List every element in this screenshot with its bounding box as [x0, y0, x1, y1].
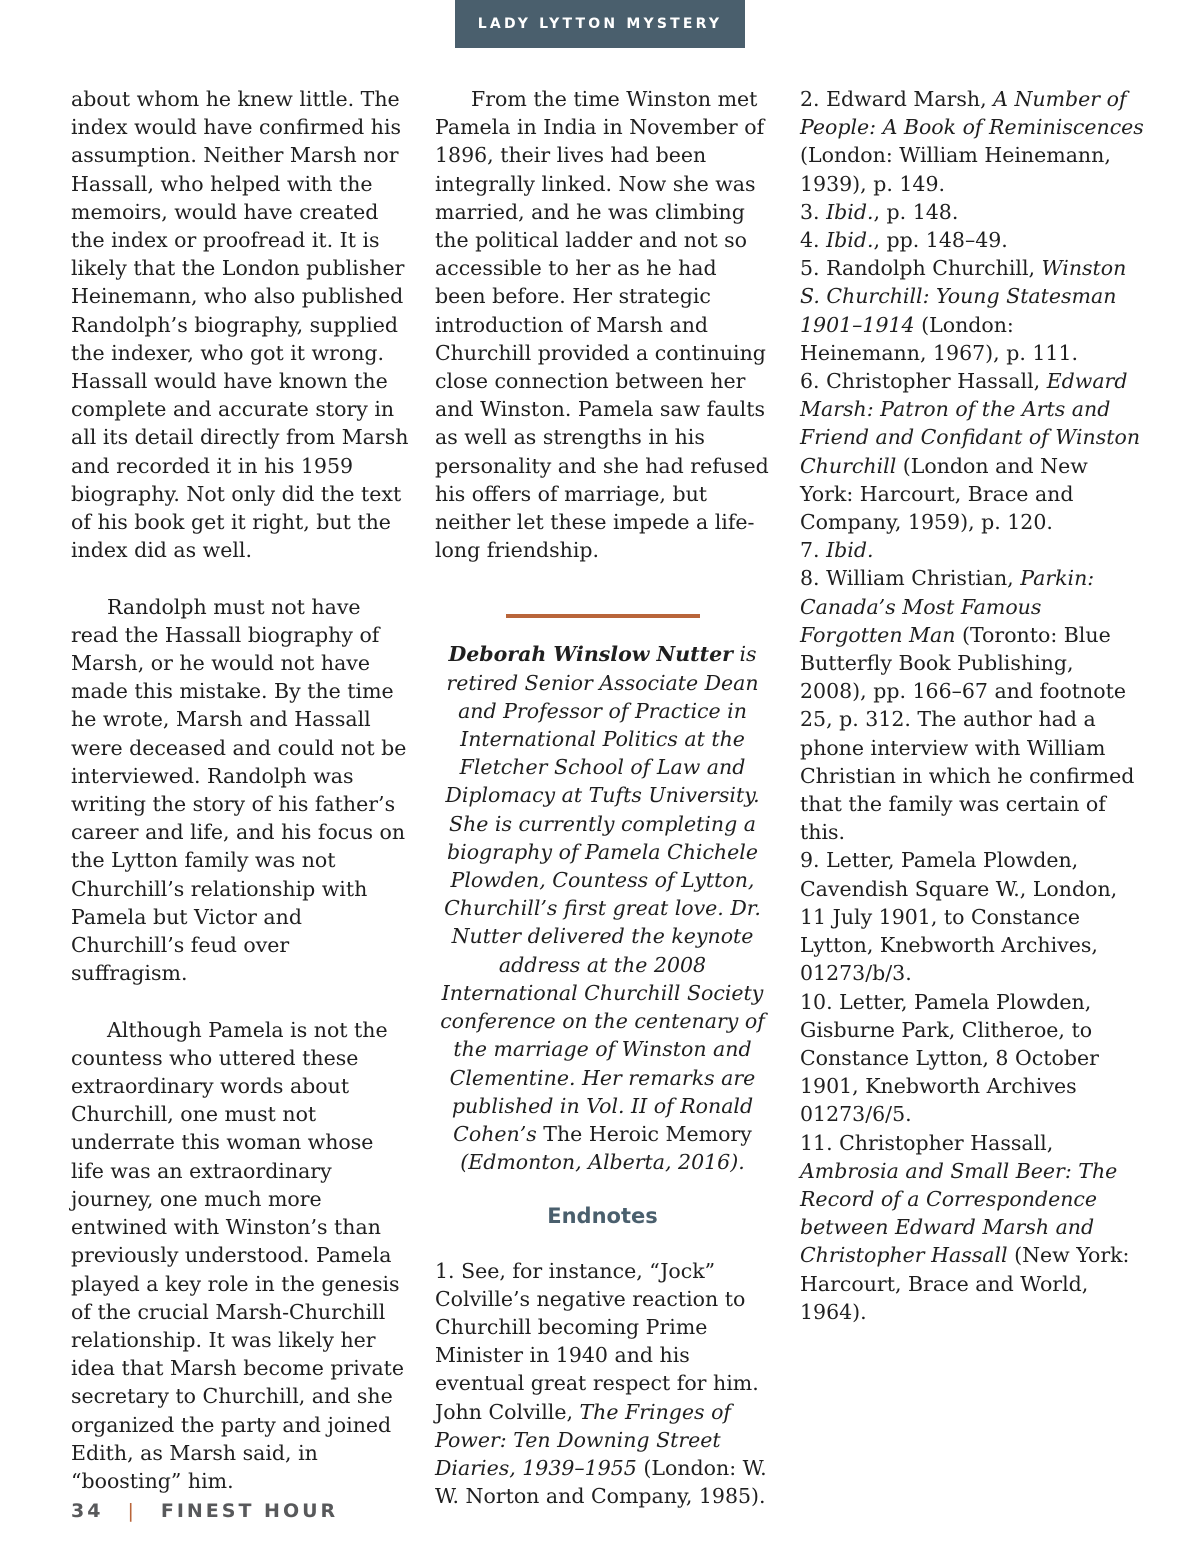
endnote-text: (London: Heinemann, 1967), p. 111. — [800, 312, 1079, 365]
author-bio-text: is retired Senior Associate Dean and Professor of Practice in International Politics at the Fletcher School of Law and Diplomacy at Tufts University. She is currently completing a biography of Pamela Chichele Plowden, Countess of Lytton, Churchill’s first great love. Dr. Nutter delivered the keynote address at the 2008 International Churchill Society conference on the centenary of the marriage of Winston and Clementine. Her remarks are published in Vol. II of Ronald Cohen’s — [440, 642, 765, 1146]
author-bio — [435, 640, 770, 1176]
endnote-title: Ibid. — [826, 538, 874, 563]
endnote-9: 9. Letter, Pamela Plowden, Cavendish Square W., London, 11 July 1901, to Constance Lytton, Knebworth Archives, 01273/b/3. — [800, 848, 1118, 986]
endnote-10: 10. Letter, Pamela Plowden, Gisburne Park, Clitheroe, to Constance Lytton, 8 October 1901, Knebworth Archives 01273/6/5. — [800, 989, 1099, 1127]
endnotes-heading: Endnotes — [547, 1204, 658, 1229]
magazine-name: FINEST HOUR — [160, 1500, 339, 1522]
body-paragraph: From the time Winston met Pamela in India in November of 1896, their lives had been integrally linked. Now she was married, and he was climbing the political ladder and not so accessible to her as he had been before. Her strategic introduction of Marsh and Churchill provided a continuing close connection between her and Winston. Pamela saw faults as well as strengths in his personality and she had refused his offers of marriage, but neither let these impede a life-long friendship. — [435, 87, 769, 563]
endnote-title: The Fringes of Power: Ten Downing Street Diaries, 1939–1955 — [435, 1399, 732, 1480]
body-paragraph: Although Pamela is not the countess who uttered these extraordinary words about Churchill, one must not underrate this woman whose life was an extraordinary journey, one much more entwined with Winston’s than previously understood. Pamela played a key role in the genesis of the crucial Marsh-Churchill relationship. It was likely her idea that Marsh become private secretary to Churchill, and she organized the party and joined Edith, as Marsh said, in “boosting” him. — [71, 1017, 405, 1493]
endnote-text: (Toronto: Blue Butterfly Book Publishing, 2008), pp. 166–67 and footnote 25, p. 312. The author had a phone interview with William Christian in which he confirmed that the family was certain of this. — [800, 622, 1135, 845]
endnote-title: Ambrosia and Small Beer: The Record of a Correspondence between Edward Marsh and Christopher Hassall — [800, 1158, 1118, 1268]
divider-rule — [506, 614, 700, 618]
page-footer — [71, 1500, 338, 1522]
author-bio-tail: (Edmonton, Alberta, 2016). — [460, 1150, 745, 1175]
footer-separator: | — [127, 1500, 137, 1522]
endnote-text: 3. — [800, 199, 827, 224]
endnote-text: 1. See, for instance, “Jock” Colville’s negative reaction to Churchill becoming Prime Minister in 1940 and his eventual great respect for him. John Colville, — [435, 1258, 759, 1424]
endnote-text: , pp. 148–49. — [873, 228, 1008, 253]
endnote-3 — [800, 198, 1145, 226]
endnote-text: (London and New York: Harcourt, Brace and Company, 1959), p. 120. — [800, 453, 1088, 535]
endnote-title: Ibid. — [826, 199, 874, 224]
endnote-4 — [800, 226, 1145, 254]
page-number: 34 — [71, 1500, 104, 1522]
endnote-text: 11. Christopher Hassall, — [800, 1130, 1054, 1155]
endnote-8 — [800, 564, 1145, 846]
endnote-text: (London: W. W. Norton and Company, 1985). — [435, 1455, 767, 1509]
endnote-text: , p. 148. — [873, 199, 959, 224]
body-paragraph: about whom he knew little. The index would have confirmed his assumption. Neither Marsh nor Hassall, who helped with the memoirs, would have created the index or proofread it. It is likely that the London publisher Heinemann, who also published Randolph’s biography, supplied the indexer, who got it wrong. Hassall would have known the complete and accurate story in all its detail directly from Marsh and recorded it in his 1959 biography. Not only did the text of his book get it right, but the index did as well. — [71, 87, 409, 563]
endnote-6 — [800, 367, 1145, 536]
endnote-title: Ibid. — [826, 228, 874, 253]
endnote-text: (London: William Heinemann, 1939), p. 149. — [800, 143, 1111, 196]
body-paragraph: Randolph must not have read the Hassall biography of Marsh, or he would not have made this mistake. By the time he wrote, Marsh and Hassall were deceased and could not be interviewed. Randolph was writing the story of his father’s career and life, and his focus on the Lytton family was not Churchill’s relationship with Pamela but Victor and Churchill’s feud over suffragism. — [71, 594, 407, 986]
endnote-title: Winston S. Churchill: Young Statesman 1901–1914 — [800, 256, 1127, 337]
endnote-text: (New York: Harcourt, Brace and World, 1964). — [800, 1243, 1130, 1324]
author-name: Deborah Winslow Nutter — [448, 642, 733, 667]
endnote-2 — [800, 85, 1145, 198]
section-header-tab — [455, 0, 745, 48]
endnote-title: A Number of People: A Book of Reminiscences — [800, 87, 1144, 140]
endnote-7 — [800, 536, 1145, 564]
book-title: The Heroic Memory — [543, 1121, 752, 1146]
column-1 — [71, 85, 411, 1495]
column-3 — [800, 85, 1145, 1326]
endnote-title: Parkin: Canada’s Most Famous Forgotten Man — [800, 566, 1095, 647]
endnote-5 — [800, 254, 1145, 367]
endnote-text: 5. Randolph Churchill, — [800, 256, 1042, 281]
column-2 — [435, 85, 770, 1510]
endnote-title: Edward Marsh: Patron of the Arts and Friend and Confidant of Winston Churchill — [800, 369, 1141, 478]
endnote-text: 7. — [800, 538, 827, 563]
section-title: LADY LYTTON MYSTERY — [477, 16, 723, 32]
endnote-text: 2. Edward Marsh, — [800, 87, 994, 111]
endnote-text: 6. Christopher Hassall, — [800, 369, 1047, 394]
endnote-1 — [435, 1257, 770, 1511]
endnote-11 — [800, 1129, 1145, 1326]
endnote-text: 8. William Christian, — [800, 566, 1021, 591]
endnote-text: 4. — [800, 228, 827, 253]
